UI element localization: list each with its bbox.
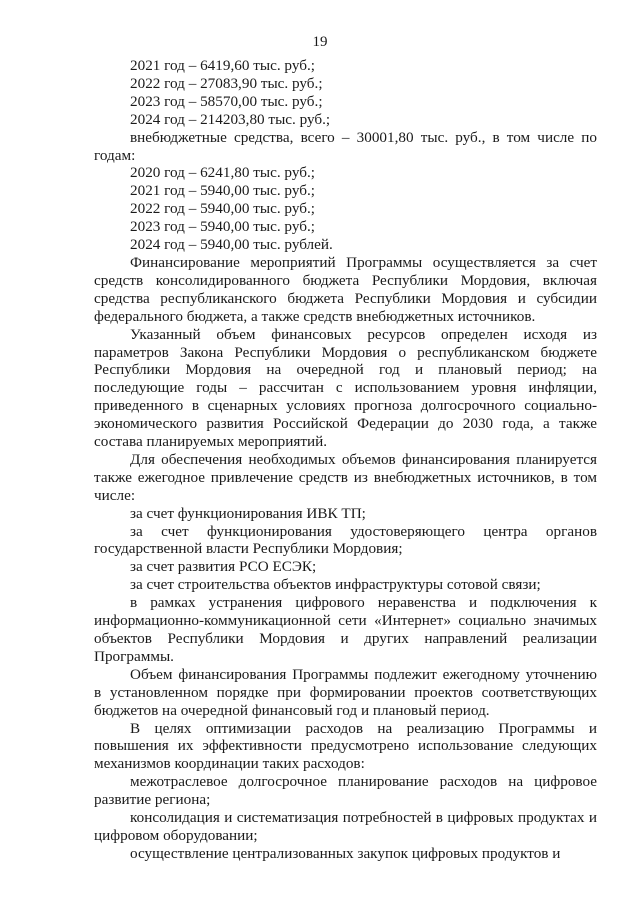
budget-line: 2022 год – 27083,90 тыс. руб.; — [130, 74, 323, 92]
paragraph-financing: Финансирование мероприятий Программы осуществляется за счет средств консолидированного бюджета Республики Мордовия, включая средства республиканского бюджета Республики Мордовия и субсидии федерального бюджета, а также средств внебюджетных источников. — [94, 253, 597, 325]
budget-line: 2021 год – 6419,60 тыс. руб.; — [130, 57, 315, 74]
extrabudget-line: 2022 год – 5940,00 тыс. руб.; — [130, 200, 315, 218]
mechanism-item: осуществление централизованных закупок цифровых продуктов и — [130, 844, 561, 862]
budget-line: 2023 год – 58570,00 тыс. руб.; — [130, 92, 323, 110]
mechanism-item: межотраслевое долгосрочное планирование расходов на цифровое развитие региона; — [94, 773, 597, 809]
paragraph-optimization: В целях оптимизации расходов на реализацию Программы и повышения их эффективности предусмотрено использование следующих механизмов координации таких расходов: — [94, 719, 597, 773]
extrabudget-line: 2021 год – 5940,00 тыс. руб.; — [130, 182, 315, 200]
extrabudget-line: 2024 год – 5940,00 тыс. рублей. — [130, 236, 333, 254]
page-number: 19 — [312, 34, 328, 50]
extrabudget-line: 2020 год – 6241,80 тыс. руб.; — [130, 164, 315, 182]
budget-line: 2024 год – 214203,80 тыс. руб.; — [130, 110, 331, 128]
page-body — [94, 57, 597, 863]
extrabudget-line: 2023 год – 5940,00 тыс. руб.; — [130, 218, 315, 236]
funding-source-item: за счет развития РСО ЕСЭК; — [130, 558, 317, 576]
funding-source-item: за счет строительства объектов инфраструктуры сотовой связи; — [130, 576, 541, 594]
funding-source-item: за счет функционирования удостоверяющего центра органов государственной власти Республики Мордовия; — [94, 522, 597, 558]
mechanism-item: консолидация и систематизация потребностей в цифровых продуктах и цифровом оборудовании; — [94, 809, 597, 844]
paragraph-resources: Указанный объем финансовых ресурсов определен исходя из параметров Закона Республики Мордовия о республиканском бюджете Республики Мордовия на очередной год и плановый период; на последующие годы – рассчитан с использованием уровня инфляции, приведенного в сценарных условиях прогноза долгосрочного социально-экономического развития Российской Федерации до 2030 года, а также состава планируемых мероприятий. — [94, 325, 597, 451]
paragraph-annual-adjustment: Объем финансирования Программы подлежит ежегодному уточнению в установленном порядке при формировании проектов соответствующих бюджетов на очередной финансовый год и плановый период. — [94, 665, 597, 719]
paragraph-extrabudget-sources: Для обеспечения необходимых объемов финансирования планируется также ежегодное привлечение средств из внебюджетных источников, в том числе: — [94, 450, 597, 504]
funding-source-item: в рамках устранения цифрового неравенства и подключения к информационно-коммуникационной сети «Интернет» социально значимых объектов Республики Мордовия и других направлений реализации Программы. — [94, 594, 597, 665]
funding-source-item: за счет функционирования ИВК ТП; — [130, 504, 366, 522]
extrabudget-intro: внебюджетные средства, всего – 30001,80 тыс. руб., в том числе по годам: — [94, 128, 597, 164]
